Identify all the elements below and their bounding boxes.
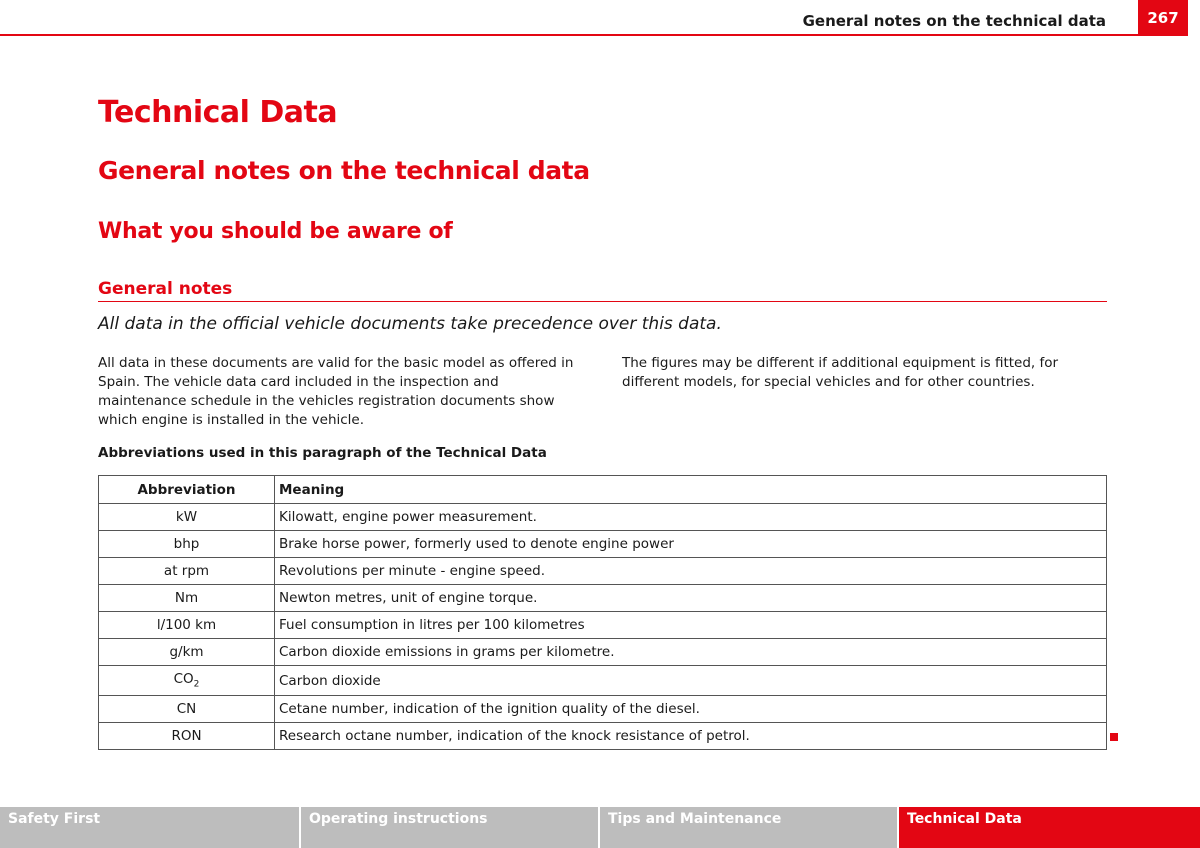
chapter-title: Technical Data xyxy=(98,95,338,130)
header-meaning: Meaning xyxy=(275,476,1107,504)
table-row xyxy=(99,504,1107,531)
meaning-cell: Newton metres, unit of engine torque. xyxy=(275,585,1107,612)
table-caption: Abbreviations used in this paragraph of the Technical Data xyxy=(98,445,547,461)
abbreviation-cell xyxy=(99,666,275,696)
footer-tab-operating-instructions[interactable]: Operating instructions xyxy=(301,807,600,848)
meaning-cell: Revolutions per minute - engine speed. xyxy=(275,558,1107,585)
abbreviation-cell: CN xyxy=(99,696,275,723)
footer-tab-safety-first[interactable]: Safety First xyxy=(0,807,301,848)
footer-tab-tips-and-maintenance[interactable]: Tips and Maintenance xyxy=(600,807,899,848)
footer-tabs xyxy=(0,807,1200,848)
body-text-right: The figures may be different if additional equipment is fitted, for different models, for special vehicles and for other countries. xyxy=(622,355,1059,390)
table-row xyxy=(99,585,1107,612)
page-number: 267 xyxy=(1138,0,1188,36)
meaning-cell: Fuel consumption in litres per 100 kilometres xyxy=(275,612,1107,639)
meaning-cell: Carbon dioxide emissions in grams per kilometre. xyxy=(275,639,1107,666)
table-row xyxy=(99,558,1107,585)
table-row xyxy=(99,531,1107,558)
section-title: General notes on the technical data xyxy=(98,156,590,185)
abbreviation-cell: RON xyxy=(99,723,275,750)
abbreviation-cell: g/km xyxy=(99,639,275,666)
abbreviation-cell: bhp xyxy=(99,531,275,558)
meaning-cell: Carbon dioxide xyxy=(275,666,1107,696)
table-row xyxy=(99,666,1107,696)
running-header-title: General notes on the technical data xyxy=(802,12,1106,30)
table-row xyxy=(99,612,1107,639)
meaning-cell: Kilowatt, engine power measurement. xyxy=(275,504,1107,531)
table-header-row xyxy=(99,476,1107,504)
table-row xyxy=(99,696,1107,723)
meaning-cell: Brake horse power, formerly used to denote engine power xyxy=(275,531,1107,558)
abbreviation-cell: Nm xyxy=(99,585,275,612)
abbreviation-cell: at rpm xyxy=(99,558,275,585)
header-abbreviation: Abbreviation xyxy=(99,476,275,504)
abbreviations-table xyxy=(98,475,1107,750)
topic-rule xyxy=(98,301,1107,302)
intro-text: All data in the official vehicle documents take precedence over this data. xyxy=(98,314,722,334)
body-text-left: All data in these documents are valid for the basic model as offered in Spain. The vehicle data card included in the inspection and maintenance schedule in the vehicles registration documents show which engine is installed in the vehicle. xyxy=(98,355,574,428)
abbreviation-subscript: 2 xyxy=(193,679,200,690)
table-row xyxy=(99,723,1107,750)
abbreviation-cell: l/100 km xyxy=(99,612,275,639)
subsection-title: What you should be aware of xyxy=(98,219,453,244)
topic-title: General notes xyxy=(98,279,233,299)
abbreviation-cell: kW xyxy=(99,504,275,531)
meaning-cell: Cetane number, indication of the ignition quality of the diesel. xyxy=(275,696,1107,723)
table-row xyxy=(99,639,1107,666)
header-rule xyxy=(0,34,1138,36)
abbreviation-text: CO xyxy=(173,671,194,688)
footer-tab-technical-data[interactable]: Technical Data xyxy=(899,807,1200,848)
section-end-marker-icon xyxy=(1110,733,1118,741)
meaning-cell: Research octane number, indication of the knock resistance of petrol. xyxy=(275,723,1107,750)
